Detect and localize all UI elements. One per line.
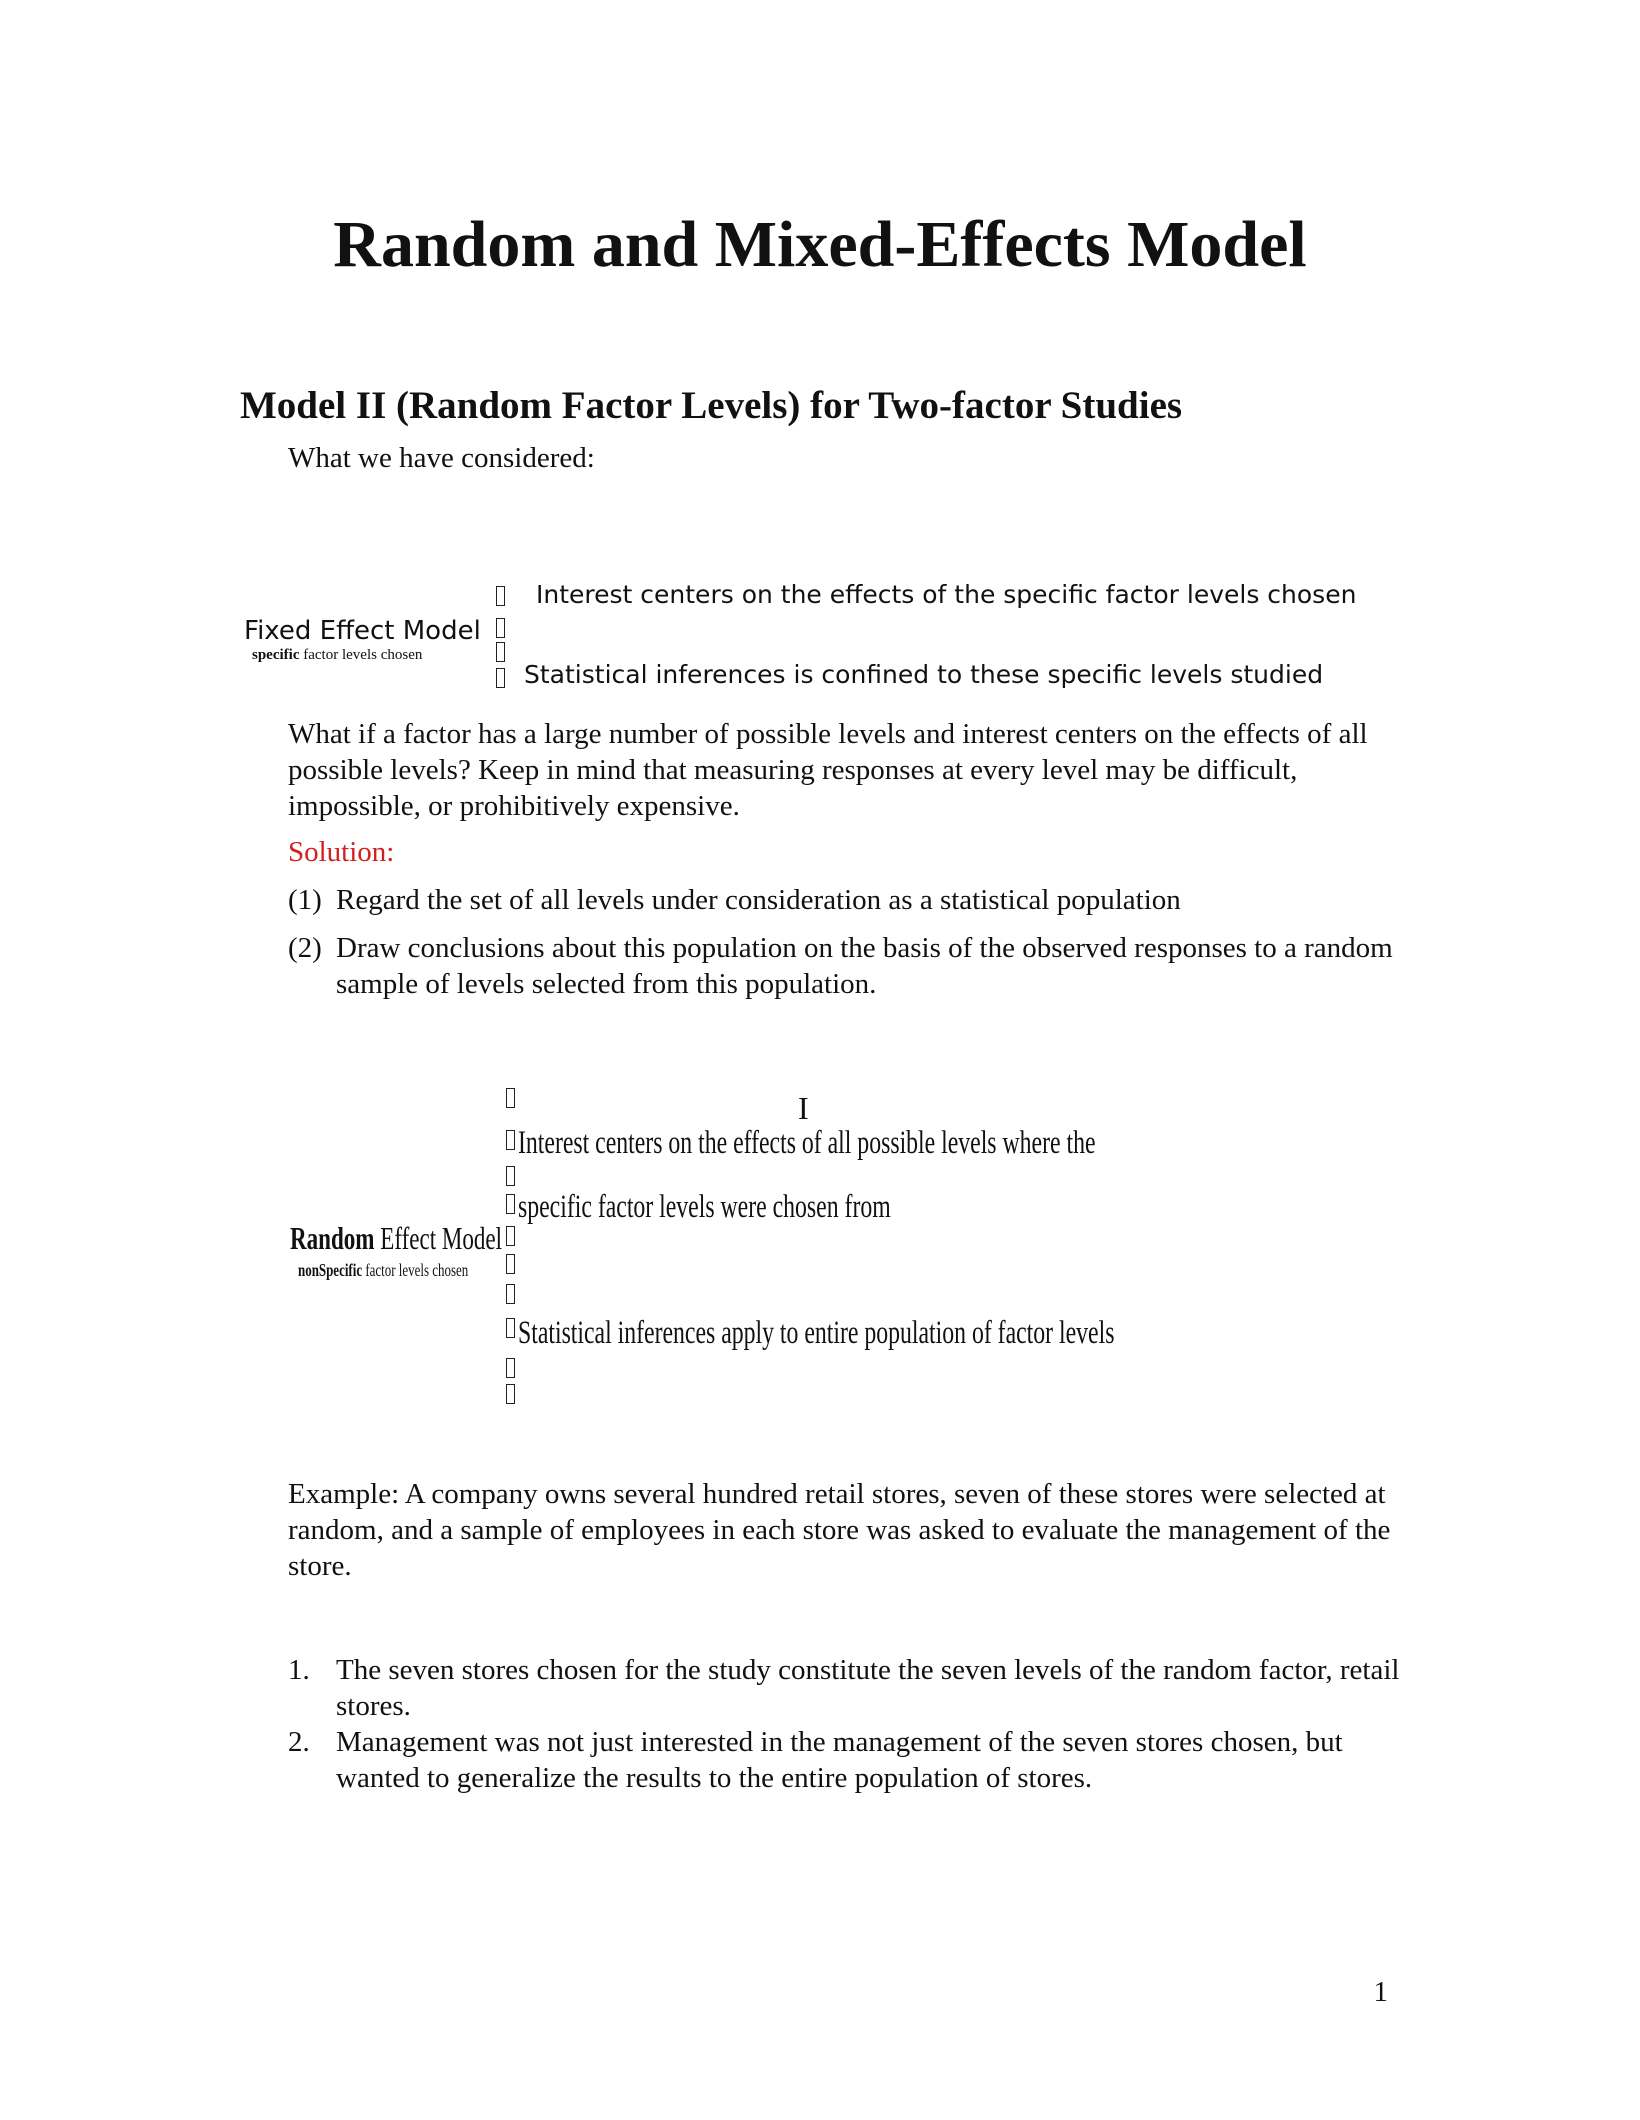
missing-glyph-box: [506, 1254, 515, 1274]
section-heading: Model II (Random Factor Levels) for Two-factor Studies: [240, 384, 1183, 427]
list-item: Regard the set of all levels under consideration as a statistical population: [336, 884, 1181, 916]
random-model-line3: Statistical inferences apply to entire population of factor levels: [518, 1315, 1115, 1351]
random-label-rest: Effect Model: [374, 1220, 503, 1256]
list-item: Draw conclusions about this population on the basis of the observed responses to a random sample of levels selected from this population.: [336, 932, 1393, 1000]
random-model-line2: specific factor levels were chosen from: [518, 1189, 891, 1225]
random-sublabel-rest: factor levels chosen: [362, 1260, 469, 1280]
missing-glyph-box: [506, 1088, 515, 1108]
fixed-model-line1: Interest centers on the effects of the specific factor levels chosen: [536, 580, 1357, 609]
missing-glyph-box: [506, 1358, 515, 1378]
fixed-model-label: Fixed Effect Model: [244, 616, 481, 646]
missing-glyph-box: [506, 1384, 515, 1404]
solution-label: Solution:: [288, 836, 395, 868]
missing-glyph-box: [496, 586, 505, 606]
missing-glyph-box: [506, 1318, 515, 1338]
missing-glyph-box: [506, 1194, 515, 1214]
fixed-sublabel-bold: specific: [252, 647, 300, 663]
example-paragraph: Example: A company owns several hundred retail stores, seven of these stores were selected at random, and a sample of employees in each store was asked to evaluate the management of the store.: [288, 1478, 1391, 1582]
list-number: (2): [288, 932, 322, 964]
missing-glyph-box: [506, 1226, 515, 1246]
random-label-bold: Random: [290, 1220, 375, 1256]
question-paragraph: What if a factor has a large number of possible levels and interest centers on the effects of all possible levels? Keep in mind that measuring responses at every level may be difficult, impossible, or prohibitively expensive.: [288, 718, 1368, 822]
list-item: Management was not just interested in the management of the seven stores chosen, but wanted to generalize the results to the entire population of stores.: [336, 1726, 1343, 1794]
missing-glyph-box: [506, 1166, 515, 1186]
fixed-sublabel-rest: factor levels chosen: [299, 647, 423, 663]
missing-glyph-box: [496, 642, 505, 662]
list-number: 2.: [288, 1726, 310, 1758]
random-model-sublabel: [298, 1260, 468, 1280]
missing-glyph-box: [496, 668, 505, 688]
missing-glyph-box: [496, 618, 505, 638]
random-model-label: [290, 1220, 502, 1256]
random-model-line1: Interest centers on the effects of all possible levels where the: [518, 1125, 1096, 1161]
missing-glyph-box: [506, 1130, 515, 1150]
missing-glyph-box: [506, 1284, 515, 1304]
intro-text: What we have considered:: [288, 442, 595, 474]
page-title: Random and Mixed-Effects Model: [333, 208, 1307, 281]
fixed-model-sublabel: [252, 646, 422, 664]
list-item: The seven stores chosen for the study constitute the seven levels of the random factor, retail stores.: [336, 1654, 1400, 1722]
random-sublabel-bold: nonSpecific: [298, 1260, 363, 1280]
page-number: 1: [1373, 1976, 1388, 2008]
text-cursor-mark: I: [798, 1090, 809, 1126]
list-number: (1): [288, 884, 322, 916]
fixed-model-line2: Statistical inferences is confined to these specific levels studied: [524, 660, 1324, 689]
list-number: 1.: [288, 1654, 310, 1686]
